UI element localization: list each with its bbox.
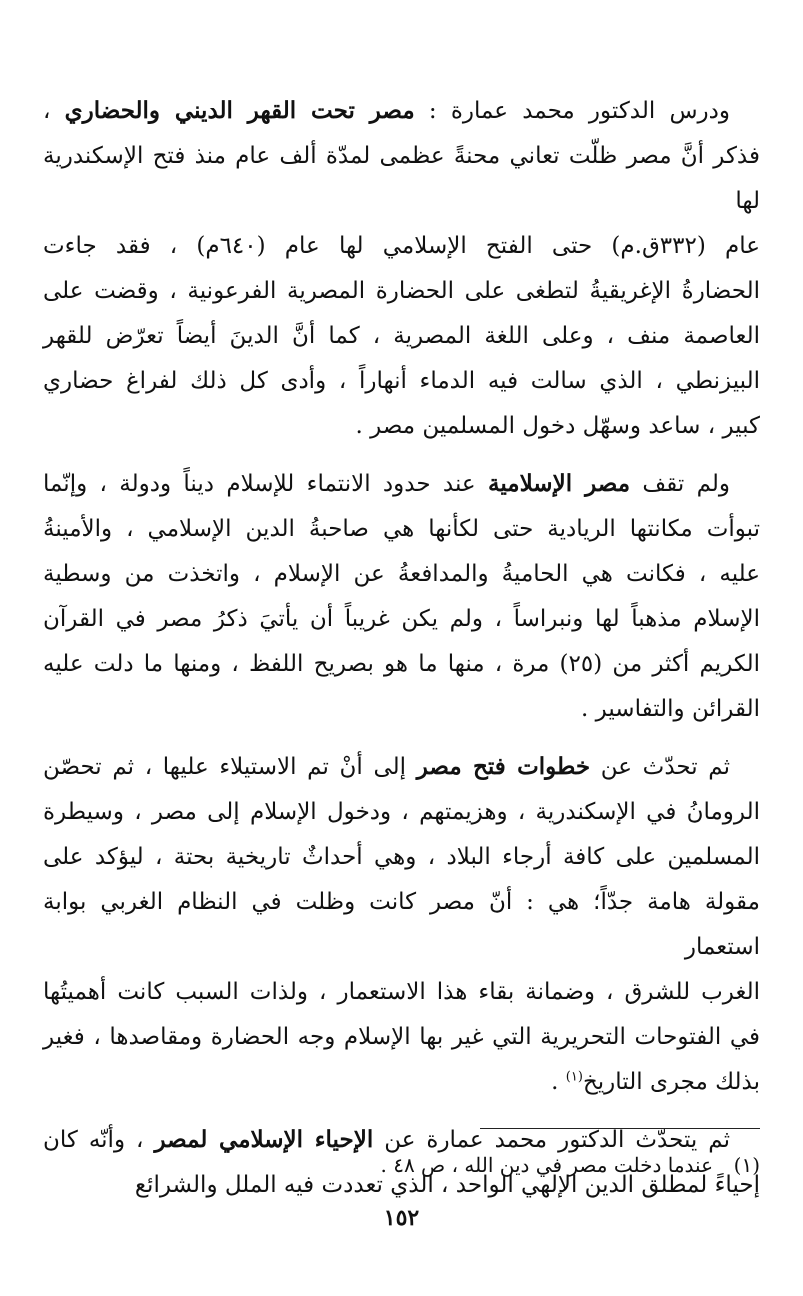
footnote-number: (١) (733, 1153, 760, 1177)
text-line: العاصمة منف ، وعلى اللغة المصرية ، كما أنَّ الدينَ أيضاً تعرّض للقهر (43, 323, 760, 349)
text-line: الكريم أكثر من (٢٥) مرة ، منها ما هو بصريح اللفظ ، ومنها ما دلت عليه (43, 651, 760, 677)
text-line: الحضارةُ الإغريقيةُ لتطغى على الحضارة المصرية الفرعونية ، وقضت على (43, 278, 760, 304)
text-line: كبير ، ساعد وسهّل دخول المسلمين مصر . (355, 413, 760, 439)
footnote-separator (480, 1128, 760, 1129)
page-number: ١٥٢ (383, 1205, 420, 1231)
footnote-text: عندما دخلت مصر في دين الله ، ص ٤٨ . (380, 1153, 713, 1177)
paragraph (43, 88, 760, 449)
text-line: المسلمين على كافة أرجاء البلاد ، وهي أحداثٌ تاريخية بحتة ، ليؤكد على (43, 844, 760, 870)
text-line: ثم يتحدّث الدكتور محمد عمارة عن الإحياء الإسلامي لمصر ، وأنّه كان (43, 1126, 731, 1153)
footnote-reference: (١) (565, 1069, 583, 1085)
bold-heading-phrase: الإحياء الإسلامي لمصر (154, 1126, 374, 1153)
bold-heading-phrase: مصر الإسلامية (487, 470, 631, 497)
text-line: البيزنطي ، الذي سالت فيه الدماء أنهاراً ، وأدى كل ذلك لفراغ حضاري (43, 368, 760, 394)
body-text (43, 88, 760, 1220)
text-line: في الفتوحات التحريرية التي غير بها الإسلام وجه الحضارة ومقاصدها ، فغير (43, 1024, 760, 1050)
bold-heading-phrase: مصر تحت القهر الديني والحضاري (64, 97, 415, 124)
text-line: تبوأت مكانتها الريادية حتى لكأنها هي صاحبةُ الدين الإسلامي ، والأمينةُ (43, 516, 760, 542)
text-line: بذلك مجرى التاريخ$^{(١)}$ . (551, 1069, 760, 1095)
text-line: ثم تحدّث عن خطوات فتح مصر إلى أنْ تم الاستيلاء عليها ، ثم تحصّن (43, 753, 731, 780)
text-line: الغرب للشرق ، وضمانة بقاء هذا الاستعمار ، ولذات السبب كانت أهميتُها (43, 979, 760, 1005)
text-line: القرائن والتفاسير . (581, 696, 760, 722)
text-line: ودرس الدكتور محمد عمارة : مصر تحت القهر الديني والحضاري ، (43, 97, 730, 124)
paragraph (43, 744, 760, 1105)
text-line: ولم تقف مصر الإسلامية عند حدود الانتماء للإسلام ديناً ودولة ، وإنّما (43, 470, 730, 497)
text-line: الإسلام مذهباً لها ونبراساً ، ولم يكن غريباً أن يأتيَ ذكرُ مصر في القرآن (43, 606, 760, 632)
text-line: عليه ، فكانت هي الحاميةُ والمدافعةُ عن الإسلام ، واتخذت من وسطية (43, 561, 760, 587)
text-line: الرومانُ في الإسكندرية ، وهزيمتهم ، ودخول الإسلام إلى مصر ، وسيطرة (43, 799, 760, 825)
text-line: إحياءً لمطلق الدين الإلهي الواحد ، الذي تعددت فيه الملل والشرائع (134, 1172, 760, 1198)
bold-heading-phrase: خطوات فتح مصر (416, 753, 591, 780)
text-line: عام (٣٣٢ق.م) حتى الفتح الإسلامي لها عام (٦٤٠م) ، فقد جاءت (43, 233, 760, 259)
paragraph (43, 461, 760, 732)
footnote (43, 1148, 760, 1182)
text-line: مقولة هامة جدّاً؛ هي : أنّ مصر كانت وظلت في النظام الغربي بوابة استعمار (43, 889, 760, 960)
text-line: فذكر أنَّ مصر ظلّت تعاني محنةً عظمى لمدّة ألف عام منذ فتح الإسكندرية لها (43, 143, 760, 214)
